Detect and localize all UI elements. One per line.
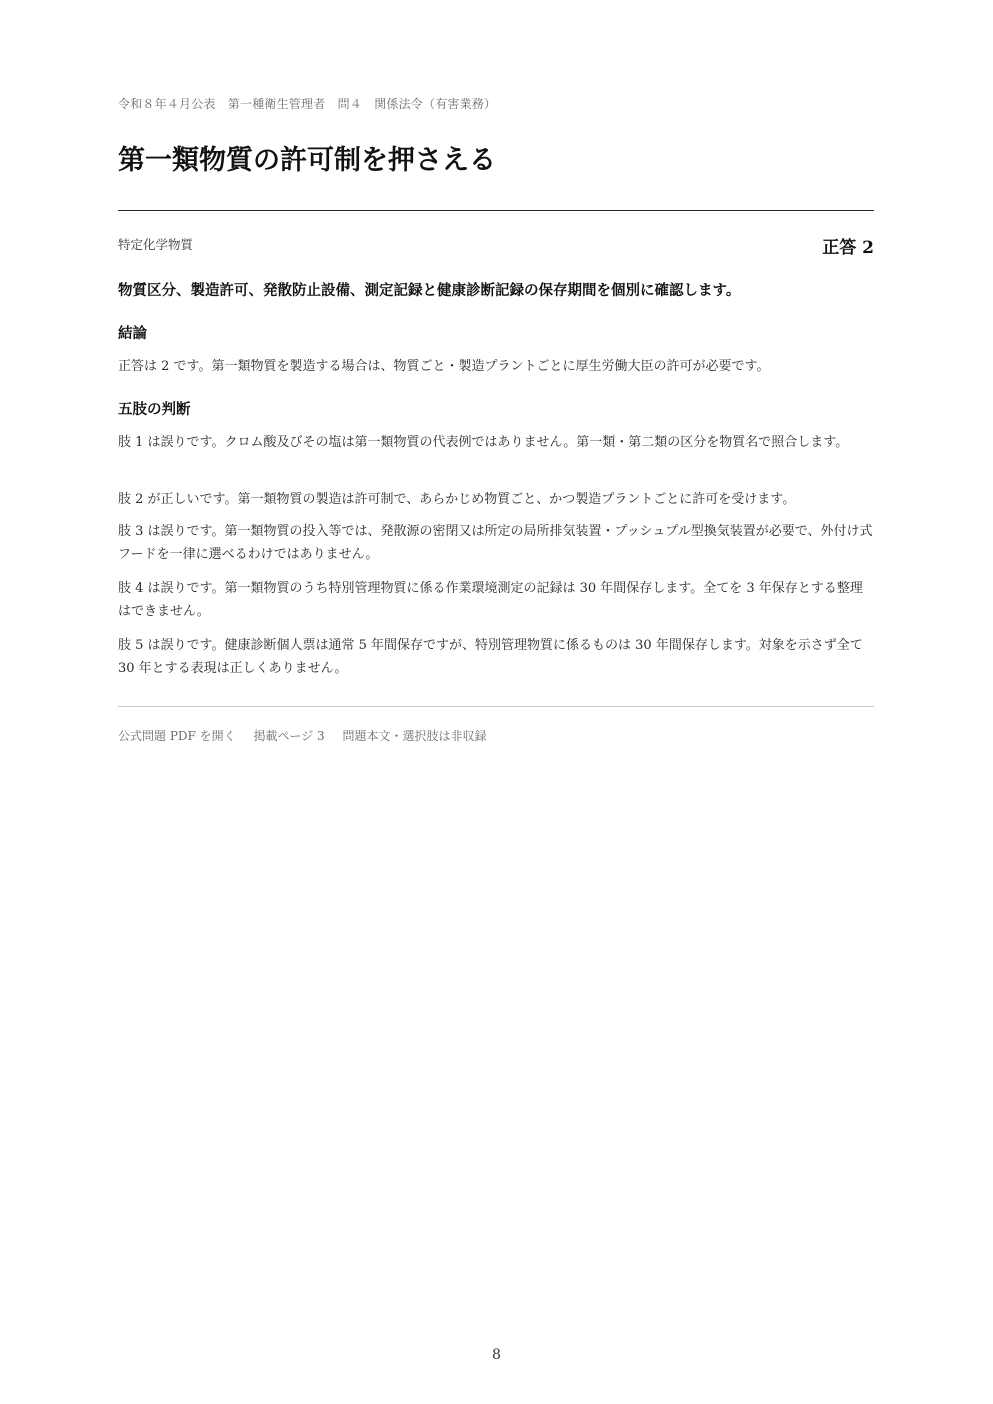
option-judgement-4: 肢 4 は誤りです。第一類物質のうち特別管理物質に係る作業環境測定の記録は 30 年間保存します。全てを 3 年保存とする整理はできません。 [118, 581, 863, 619]
conclusion-text: 正答は 2 です。第一類物質を製造する場合は、物質ごと・製造プラントごとに厚生労働大臣の許可が必要です。 [118, 359, 770, 374]
conclusion-heading: 結論 [118, 325, 147, 342]
answer-badge: 正答 2 [822, 238, 874, 258]
option-judgement-5: 肢 5 は誤りです。健康診断個人票は通常 5 年間保存ですが、特別管理物質に係るものは 30 年間保存します。対象を示さず全て 30 年とする表現は正しくありません。 [118, 638, 863, 676]
option-judgement-2: 肢 2 が正しいです。第一類物質の製造は許可制で、あらかじめ物質ごと、かつ製造プラントごとに許可を受けます。 [118, 492, 796, 507]
page-title: 第一類物質の許可制を押さえる [118, 145, 496, 176]
topic-label: 特定化学物質 [118, 237, 194, 252]
footer-note: 問題本文・選択肢は非収録 [342, 729, 487, 743]
page-number: 8 [492, 1347, 501, 1363]
option-judgement-1: 肢 1 は誤りです。クロム酸及びその塩は第一類物質の代表例ではありません。第一類・第二類の区分を物質名で照合します。 [118, 435, 849, 450]
options-heading: 五肢の判断 [118, 401, 191, 418]
page-reference: 掲載ページ 3 [253, 729, 325, 743]
title-divider [118, 210, 874, 211]
breadcrumb: 令和８年４月公表 第一種衛生管理者 問４ 関係法令（有害業務） [118, 97, 497, 111]
option-judgement-3: 肢 3 は誤りです。第一類物質の投入等では、発散源の密閉又は所定の局所排気装置・プッシュプル型換気装置が必要で、外付け式フードを一律に選べるわけではありません。 [118, 524, 873, 562]
footer-links [118, 727, 501, 744]
lead-summary: 物質区分、製造許可、発散防止設備、測定記録と健康診断記録の保存期間を個別に確認します。 [118, 282, 741, 299]
footer-divider [118, 706, 874, 707]
open-pdf-link[interactable]: 公式問題 PDF を開く [118, 729, 236, 743]
